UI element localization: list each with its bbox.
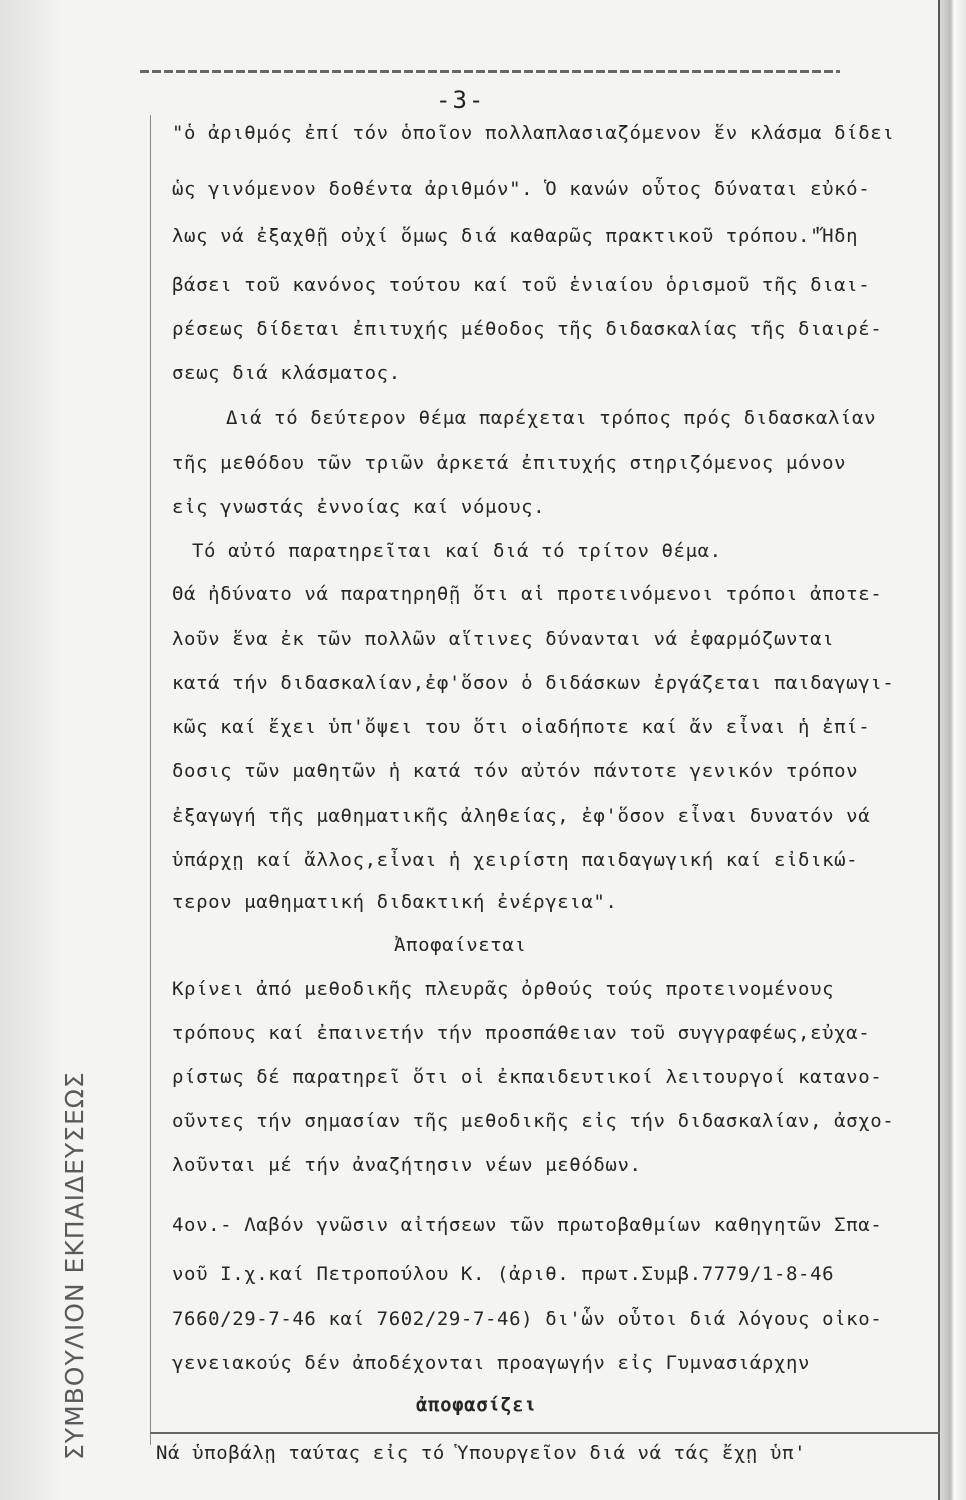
right-page-edge [938,0,966,1500]
text-line: Κρίνει ἀπό μεθοδικῆς πλευρᾶς ὀρθούς τούς προτεινομένους [172,978,835,1000]
bottom-rule [150,1432,940,1434]
text-line: κατά τήν διδασκαλίαν,ἐφ'ὅσον ὁ διδάσκων ἐργάζεται παιδαγωγι- [172,672,895,694]
text-line: "ὁ ἀριθμός ἐπί τόν ὁποῖον πολλαπλασιαζόμενον ἕν κλάσμα δίδει [172,122,895,144]
section-heading: Ἀποφαίνεται [394,934,527,956]
text-line: δοσις τῶν μαθητῶν ἡ κατά τόν αὐτόν πάντοτε γενικόν τρόπον [172,760,859,782]
text-line: ἐξαγωγή τῆς μαθηματικῆς ἀληθείας, ἐφ'ὅσον εἶναι δυνατόν νά [172,805,871,827]
top-rule [140,70,840,73]
text-line: ρέσεως δίδεται ἐπιτυχής μέθοδος τῆς διδασκαλίας τῆς διαιρέ- [172,318,883,340]
text-line: ὡς γινόμενον δοθέντα ἀριθμόν". Ὁ κανών οὗτος δύναται εὐκό- [172,178,871,200]
text-line: τῆς μεθόδου τῶν τριῶν ἀρκετά ἐπιτυχής στηριζόμενος μόνον [172,452,847,474]
text-line: Τό αὐτό παρατηρεῖται καί διά τό τρίτον θέμα. [192,540,722,562]
page-number: -3- [436,86,486,114]
text-line: 4ον.- Λαβόν γνῶσιν αἰτήσεων τῶν πρωτοβαθμίων καθηγητῶν Σπα- [172,1214,883,1236]
section-heading: ἀποφασίζει [416,1394,537,1416]
text-line: 7660/29-7-46 καί 7602/29-7-46) δι'ὧν οὗτοι διά λόγους οἰκο- [172,1308,883,1330]
text-line: οῦντες τήν σημασίαν τῆς μεθοδικῆς εἰς τήν διδασκαλίαν, ἀσχο- [172,1110,895,1132]
text-line: Νά ὑποβάλῃ ταύτας εἰς τό Ὑπουργεῖον διά νά τάς ἔχῃ ὑπ' [156,1442,807,1464]
text-line: εἰς γνωστάς ἐννοίας καί νόμους. [172,496,546,518]
margin-rule [150,115,151,1445]
text-line: κῶς καί ἔχει ὑπ'ὄψει του ὅτι οἱαδήποτε καί ἄν εἶναι ἡ ἐπί- [172,716,871,738]
text-line: νοῦ Ι.χ.καί Πετροπούλου Κ. (ἀριθ. πρωτ.Συμβ.7779/1-8-46 [172,1263,835,1285]
text-line: γενειακούς δέν ἀποδέχονται προαγωγήν εἰς Γυμνασιάρχην [172,1352,811,1374]
text-line: Διά τό δεύτερον θέμα παρέχεται τρόπος πρός διδασκαλίαν [226,407,877,429]
text-line: ὑπάρχῃ καί ἄλλος,εἶναι ἡ χειρίστη παιδαγωγική καί εἰδικώ- [172,849,859,871]
text-line: σεως διά κλάσματος. [172,362,401,384]
text-line: τερον μαθηματική διδακτική ἐνέργεια". [172,891,618,913]
text-line: λοῦνται μέ τήν ἀναζήτησιν νέων μεθόδων. [172,1154,642,1176]
side-stamp: ΣΥΜΒΟΥΛΙΟΝ ΕΚΠΑΙΔΕΥΣΕΩΣ [60,1071,89,1460]
text-line: τρόπους καί ἐπαινετήν τήν προσπάθειαν τοῦ συγγραφέως,εὐχα- [172,1022,871,1044]
text-line: Θά ἠδύνατο νά παρατηρηθῇ ὅτι αἱ προτεινόμενοι τρόποι ἀποτε- [172,583,883,605]
text-line: λοῦν ἕνα ἐκ τῶν πολλῶν αἵτινες δύνανται νά ἐφαρμόζωνται [172,628,835,650]
text-line: βάσει τοῦ κανόνος τούτου καί τοῦ ἑνιαίου ὁρισμοῦ τῆς διαι- [172,274,871,296]
left-margin-shadow [0,0,60,1500]
text-line: λως νά ἐξαχθῇ οὐχί ὅμως διά καθαρῶς πρακτικοῦ τρόπου."Ἤδη [172,225,859,247]
text-line: ρίστως δέ παρατηρεῖ ὅτι οἱ ἐκπαιδευτικοί λειτουργοί κατανο- [172,1066,883,1088]
